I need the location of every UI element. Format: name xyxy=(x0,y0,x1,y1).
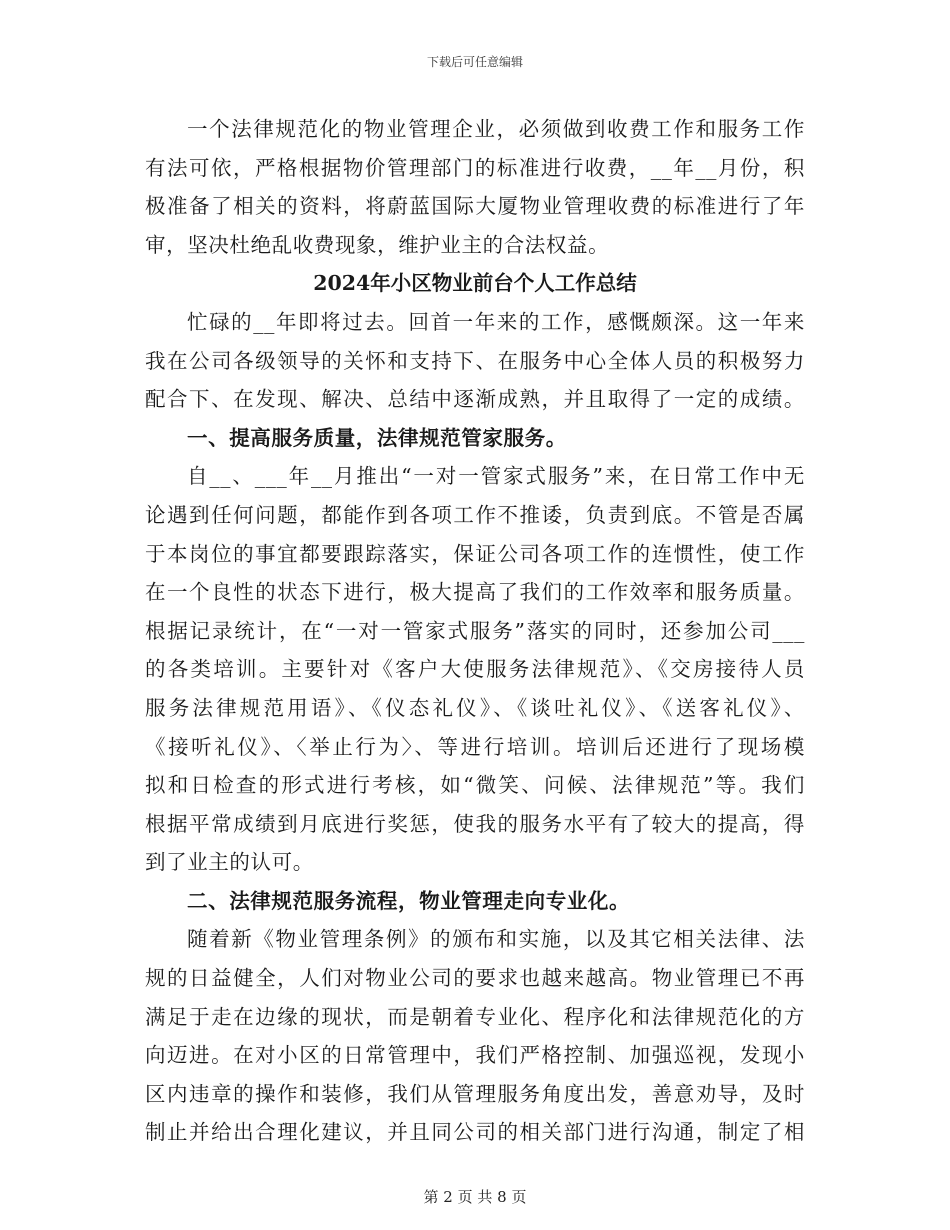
paragraph-line: 根据平常成绩到月底进行奖惩，使我的服务水平有了较大的提高，得 xyxy=(145,811,805,836)
paragraph-line: 配合下、在发现、解决、总结中逐渐成熟，并且取得了一定的成绩。 xyxy=(145,387,805,412)
paragraph-line: 自__、___年__月推出“一对一管家式服务”来，在日常工作中无 xyxy=(187,464,805,489)
document-title: 2024年小区物业前台个人工作总结 xyxy=(313,271,637,296)
paragraph-line: 服务法律规范用语》、《仪态礼仪》、《谈吐礼仪》、《送客礼仪》、 xyxy=(145,695,805,720)
paragraph-line: 论遇到任何问题，都能作到各项工作不推诿，负责到底。不管是否属 xyxy=(145,502,805,527)
paragraph-line: 审，坚决杜绝乱收费现象，维护业主的合法权益。 xyxy=(145,232,610,257)
paragraph-line: 一个法律规范化的物业管理企业，必须做到收费工作和服务工作 xyxy=(187,117,805,141)
page-header-note: 下载后可任意编辑 xyxy=(426,55,523,69)
paragraph-line: 于本岗位的事宜都要跟踪落实，保证公司各项工作的连惯性，使工作 xyxy=(145,541,805,566)
paragraph-line: 我在公司各级领导的关怀和支持下、在服务中心全体人员的积极努力 xyxy=(145,348,805,373)
paragraph-line: 规的日益健全，人们对物业公司的要求也越来越高。物业管理已不再 xyxy=(145,966,805,991)
paragraph-line: 随着新《物业管理条例》的颁布和实施，以及其它相关法律、法 xyxy=(187,927,805,952)
paragraph-line: 到了业主的认可。 xyxy=(145,850,314,875)
paragraph-line: 拟和日检查的形式进行考核，如“微笑、问候、法律规范”等。我们 xyxy=(145,773,805,798)
paragraph-line: 有法可依，严格根据物价管理部门的标准进行收费，__年__月份，积 xyxy=(145,155,805,180)
paragraph-line: 极准备了相关的资料，将蔚蓝国际大厦物业管理收费的标准进行了年 xyxy=(145,194,805,219)
paragraph-line: 区内违章的操作和装修，我们从管理服务角度出发，善意劝导，及时 xyxy=(145,1081,805,1106)
paragraph-line: 向迈进。在对小区的日常管理中，我们严格控制、加强巡视，发现小 xyxy=(145,1043,805,1068)
document-body xyxy=(145,110,805,1152)
page-number-footer: 第 2 页 共 8 页 xyxy=(423,1188,527,1206)
paragraph-line: 制止并给出合理化建议，并且同公司的相关部门进行沟通，制定了相 xyxy=(145,1120,805,1145)
paragraph-line: 忙碌的__年即将过去。回首一年来的工作，感慨颇深。这一年来 xyxy=(187,309,805,334)
paragraph-line: 满足于走在边缘的现状，而是朝着专业化、程序化和法律规范化的方 xyxy=(145,1004,805,1029)
section-heading-2: 二、法律规范服务流程，物业管理走向专业化。 xyxy=(187,888,631,913)
paragraph-line: 根据记录统计，在“一对一管家式服务”落实的同时，还参加公司___ xyxy=(145,618,805,643)
paragraph-line: 《接听礼仪》、〈举止行为〉、等进行培训。培训后还进行了现场模 xyxy=(145,734,805,759)
paragraph-line: 在一个良性的状态下进行，极大提高了我们的工作效率和服务质量。 xyxy=(145,580,805,605)
paragraph-line: 的各类培训。主要针对《客户大使服务法律规范》、《交房接待人员 xyxy=(145,657,805,682)
section-heading-1: 一、提高服务质量，法律规范管家服务。 xyxy=(187,425,567,450)
